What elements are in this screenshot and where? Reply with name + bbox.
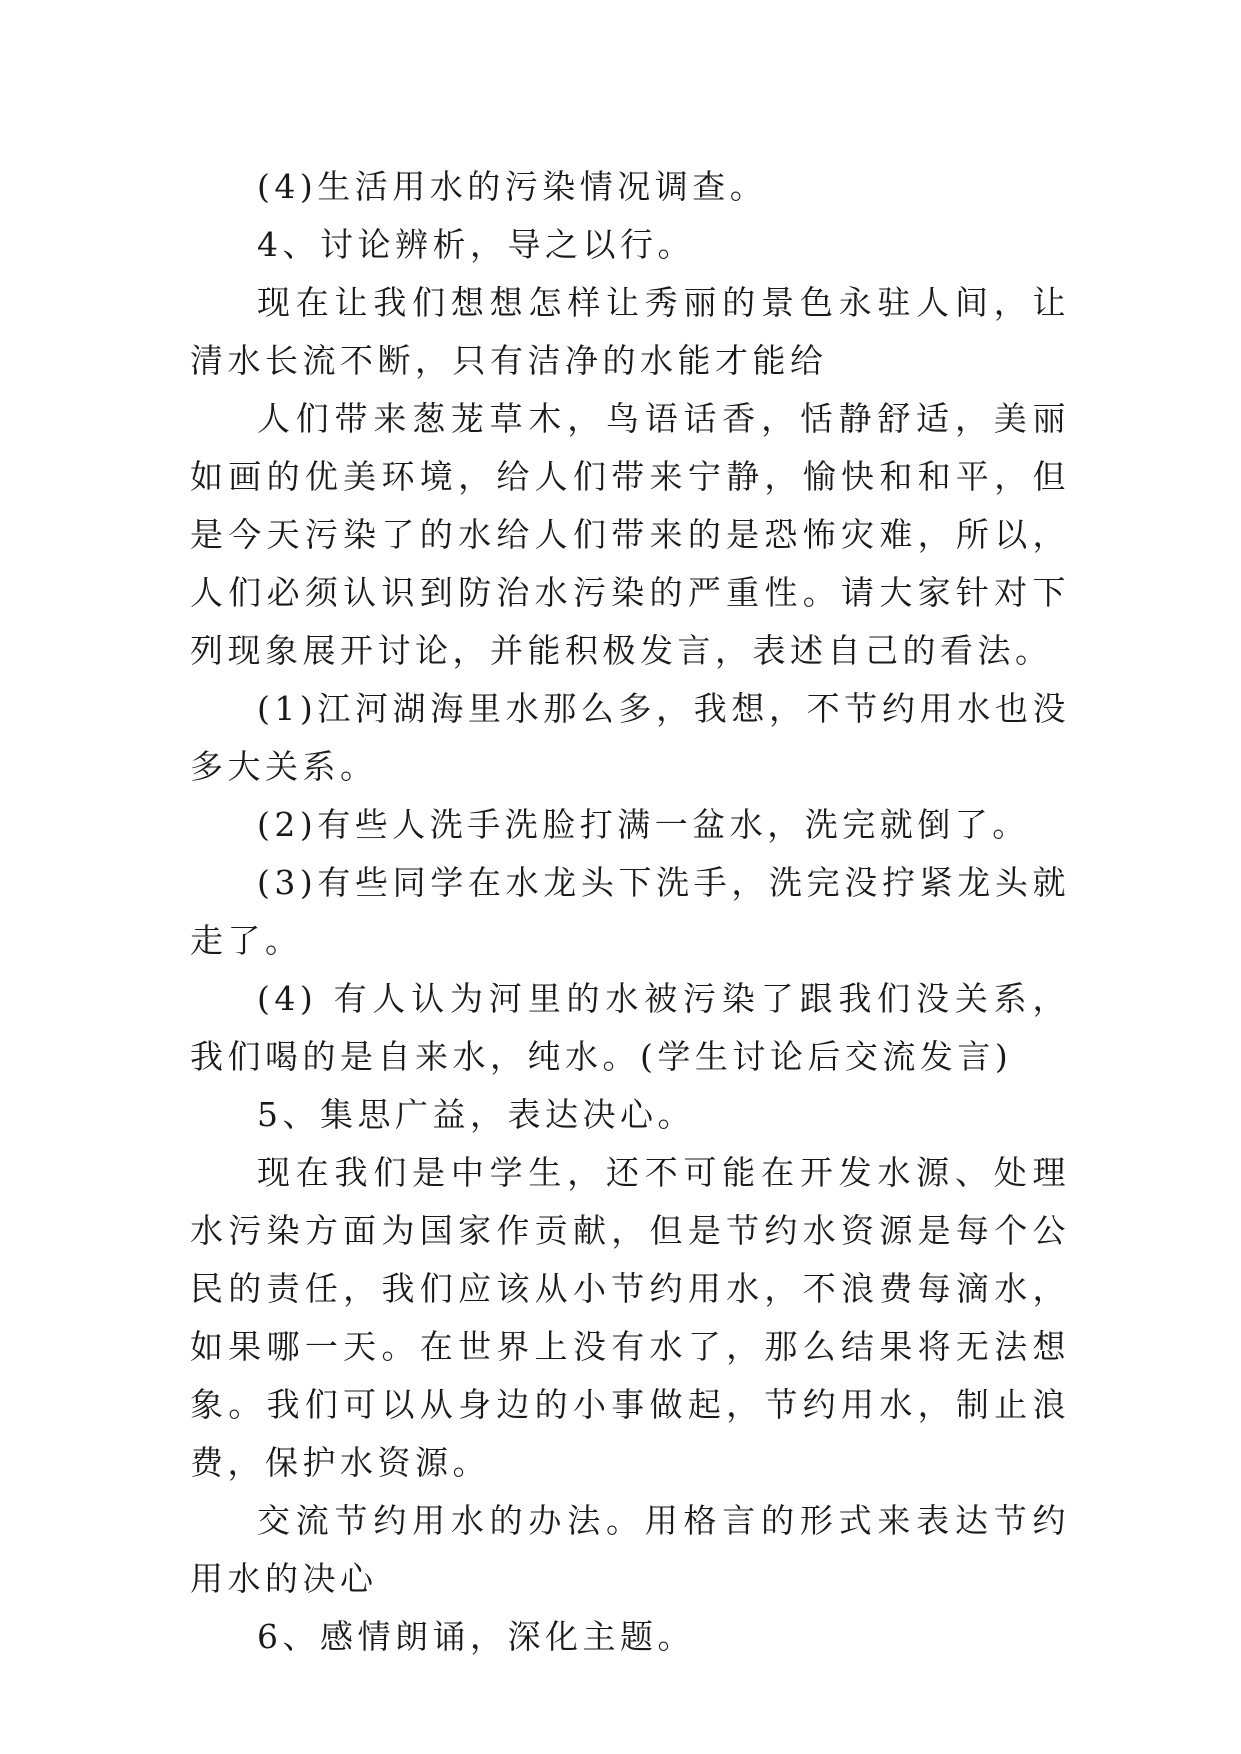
paragraph-step-5-heading: 5、集思广益，表达决心。	[257, 1095, 695, 1134]
paragraph-intro: 现在让我们想想怎样让秀丽的景色永驻人间，让清水长流不断，只有洁净的水能才能给	[190, 283, 1070, 380]
paragraph-step-6-heading: 6、感情朗诵，深化主题。	[257, 1617, 695, 1656]
paragraph-phenomenon-1: (1)江河湖海里水那么多，我想，不节约用水也没多大关系。	[190, 689, 1070, 786]
paragraph-phenomenon-4: (4) 有人认为河里的水被污染了跟我们没关系，我们喝的是自来水，纯水。(学生讨论后交流发言)	[190, 979, 1070, 1076]
paragraph-exchange-methods: 交流节约用水的办法。用格言的形式来表达节约用水的决心	[190, 1501, 1070, 1598]
paragraph-discussion-prompt: 人们带来葱茏草木，鸟语话香，恬静舒适，美丽如画的优美环境，给人们带来宁静，愉快和和平，但是今天污染了的水给人们带来的是恐怖灾难，所以，人们必须认识到防治水污染的严重性。请大家针对下列现象展开讨论，并能积极发言，表述自己的看法。	[190, 399, 1070, 670]
paragraph-phenomenon-3: (3)有些同学在水龙头下洗手，洗完没拧紧龙头就走了。	[190, 863, 1070, 960]
paragraph-resolution: 现在我们是中学生，还不可能在开发水源、处理水污染方面为国家作贡献，但是节约水资源是每个公民的责任，我们应该从小节约用水，不浪费每滴水，如果哪一天。在世界上没有水了，那么结果将无法想象。我们可以从身边的小事做起，节约用水，制止浪费，保护水资源。	[190, 1153, 1070, 1482]
paragraph-step-4-heading: 4、讨论辨析，导之以行。	[257, 225, 695, 264]
paragraph-survey-item-4: (4)生活用水的污染情况调查。	[257, 167, 768, 206]
document-body	[190, 158, 1070, 1666]
paragraph-phenomenon-2: (2)有些人洗手洗脸打满一盆水，洗完就倒了。	[257, 805, 1030, 844]
